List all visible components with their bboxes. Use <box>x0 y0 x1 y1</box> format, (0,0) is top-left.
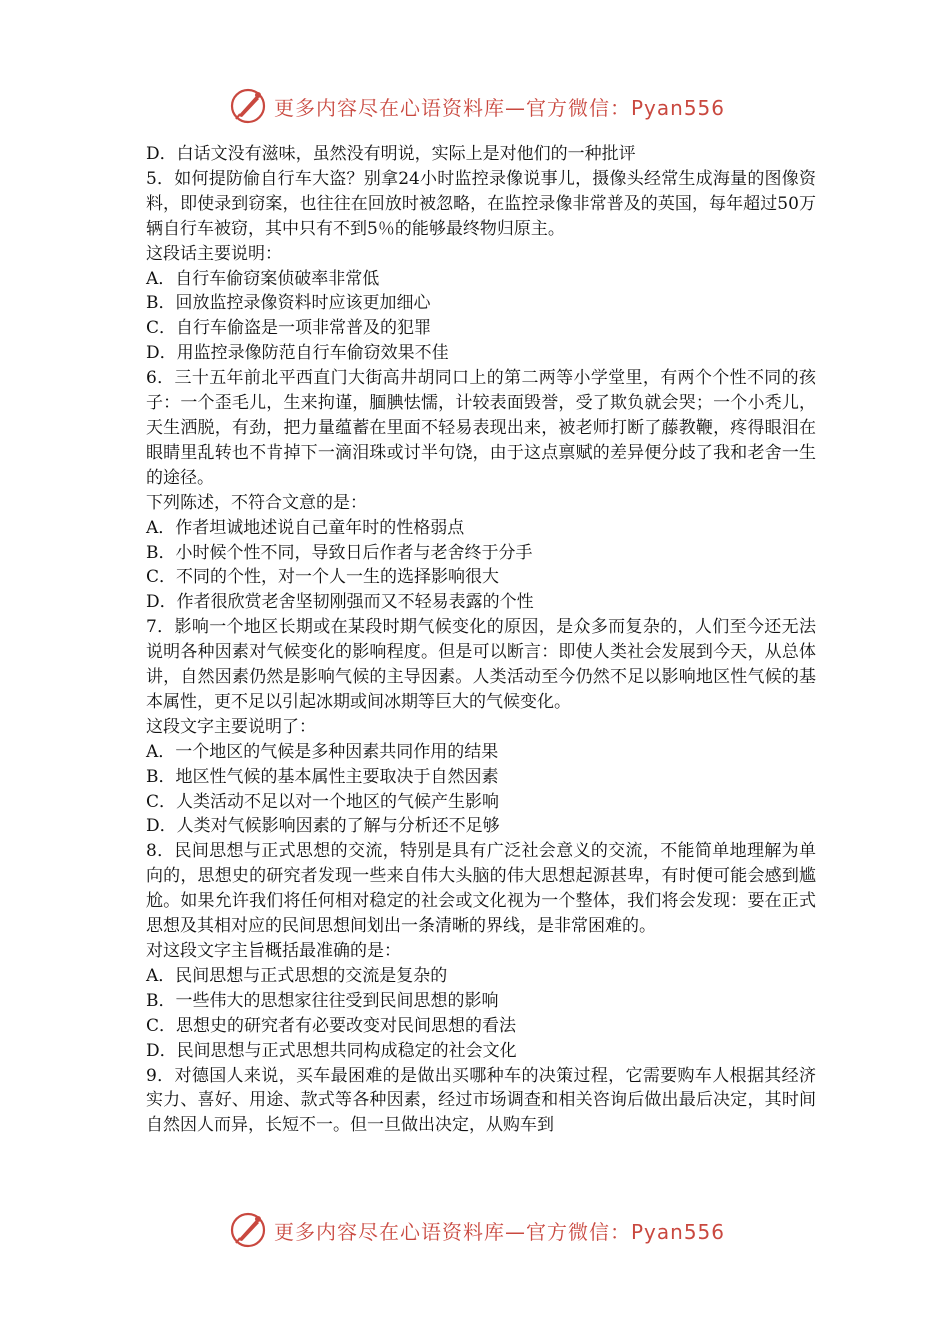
question-prompt: 这段话主要说明： <box>146 243 282 264</box>
option-b: B．一些伟大的思想家往往受到民间思想的影响 <box>146 990 499 1011</box>
option-d: D．作者很欣赏老舍坚韧刚强而又不轻易表露的个性 <box>146 592 534 613</box>
question-9: 9．对德国人来说，买车最困难的是做出买哪种车的决策过程，它需要购车人根据其经济实力、喜好、用途、款式等各种因素，经过市场调查和相关咨询后做出最后决定，其时间自然因人而异，长短不一。但一旦做出决定，从购车到 <box>146 1065 816 1136</box>
option-c: C．不同的个性，对一个人一生的选择影响很大 <box>146 567 500 588</box>
text-line: D．白话文没有滋味，虽然没有明说，实际上是对他们的一种批评 <box>146 144 636 164</box>
option-c: C．思想史的研究者有必要改变对民间思想的看法 <box>146 1015 517 1036</box>
option-c: C．人类活动不足以对一个地区的气候产生影响 <box>146 791 500 812</box>
pen-feather-logo-icon <box>228 1210 268 1250</box>
document-body <box>146 142 816 1138</box>
question-prompt: 这段文字主要说明了： <box>146 716 316 737</box>
header-banner <box>0 82 950 130</box>
question-prompt: 下列陈述，不符合文意的是： <box>146 492 367 513</box>
question-6: 6．三十五年前北平西直门大街高井胡同口上的第二两等小学堂里，有两个个性不同的孩子：一个歪毛儿，生来拘谨，腼腆怯懦，计较表面毁誉，受了欺负就会哭；一个小秃儿，天生洒脱，有劲，把力量蕴蓄在里面不轻易表现出来，被老师打断了藤教鞭，疼得眼泪在眼睛里乱转也不肯掉下一滴泪珠或讨半句饶，由于这点禀赋的差异便分歧了我和老舍一生的途径。 <box>146 368 816 488</box>
question-7: 7．影响一个地区长期或在某段时期气候变化的原因，是众多而复杂的，人们至今还无法说明各种因素对气候变化的影响程度。但是可以断言：即使人类社会发展到今天，从总体讲，自然因素仍然是影响气候的主导因素。人类活动至今仍然不足以影响地区性气候的基本属性，更不足以引起冰期或间冰期等巨大的气候变化。 <box>146 617 816 712</box>
option-b: B．小时候个性不同，导致日后作者与老舍终于分手 <box>146 542 533 563</box>
option-d: D．人类对气候影响因素的了解与分析还不足够 <box>146 816 500 837</box>
option-b: B．回放监控录像资料时应该更加细心 <box>146 293 431 314</box>
option-a: A．民间思想与正式思想的交流是复杂的 <box>146 965 448 986</box>
option-d: D．民间思想与正式思想共同构成稳定的社会文化 <box>146 1040 517 1061</box>
option-a: A．自行车偷窃案侦破率非常低 <box>146 268 380 289</box>
option-d: D．用监控录像防范自行车偷窃效果不佳 <box>146 343 449 364</box>
pen-feather-logo-icon <box>228 86 268 126</box>
option-a: A．作者坦诚地述说自己童年时的性格弱点 <box>146 517 465 538</box>
option-a: A．一个地区的气候是多种因素共同作用的结果 <box>146 741 499 762</box>
banner-text: 更多内容尽在心语资料库—官方微信：Pyan556 <box>274 1219 726 1244</box>
banner-text: 更多内容尽在心语资料库—官方微信：Pyan556 <box>274 95 726 120</box>
question-8: 8．民间思想与正式思想的交流，特别是具有广泛社会意义的交流，不能简单地理解为单向的，思想史的研究者发现一些来自伟大头脑的伟大思想起源甚卑，有时便可能会感到尴尬。如果允许我们将任何相对稳定的社会或文化视为一个整体，我们将会发现：要在正式思想及其相对应的民间思想间划出一条清晰的界线，是非常困难的。 <box>146 841 816 937</box>
question-prompt: 对这段文字主旨概括最准确的是： <box>146 941 401 961</box>
footer-banner <box>0 1206 950 1254</box>
question-5: 5．如何提防偷自行车大盗？别拿24小时监控录像说事儿，摄像头经常生成海量的图像资料，即使录到窃案，也往往在回放时被忽略，在监控录像非常普及的英国，每年超过50万辆自行车被窃，其中只有不到5％的能够最终物归原主。 <box>146 168 816 239</box>
option-c: C．自行车偷盗是一项非常普及的犯罪 <box>146 318 432 339</box>
option-b: B．地区性气候的基本属性主要取决于自然因素 <box>146 766 499 787</box>
